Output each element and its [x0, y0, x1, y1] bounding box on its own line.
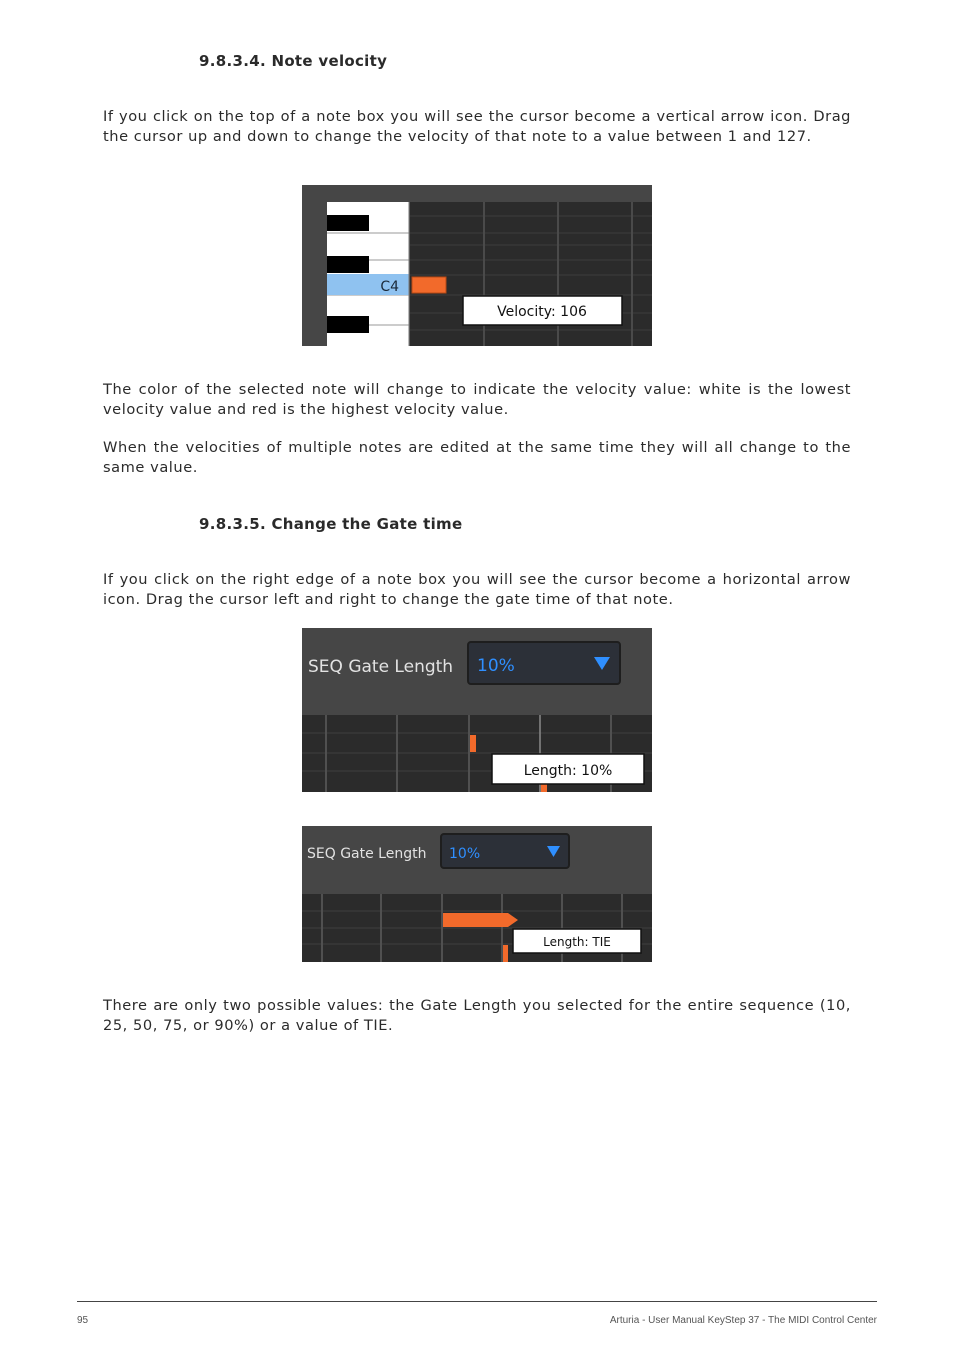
footer-title: Arturia - User Manual KeyStep 37 - The MIDI Control Center	[609, 1315, 877, 1326]
gate-length-dropdown-value: 10%	[449, 846, 481, 862]
page-number: 95	[77, 1315, 89, 1326]
gate-length-dropdown-value: 10%	[477, 656, 515, 676]
gate-length-label: SEQ Gate Length	[308, 657, 454, 677]
footer-divider	[77, 1301, 877, 1302]
velocity-tooltip: Velocity: 106	[497, 304, 587, 320]
gate-length-figure-2-svg	[302, 826, 652, 962]
paragraph-gate-values: There are only two possible values: the Gate Length you selected for the entire sequence (10, 25, 50, 75, or 90%) or a value of TIE.	[103, 997, 851, 1034]
note-box[interactable]	[412, 277, 446, 293]
paragraph-gate-intro: If you click on the right edge of a note box you will see the cursor become a horizontal arrow icon. Drag the cursor left and right to change the gate time of that note.	[103, 571, 851, 608]
note-box[interactable]	[503, 945, 508, 962]
note-box[interactable]	[470, 735, 476, 752]
length-tooltip: Length: TIE	[543, 935, 611, 949]
velocity-figure	[302, 185, 652, 346]
section-heading-note-velocity: 9.8.3.4. Note velocity	[199, 52, 388, 70]
paragraph-velocity-intro: If you click on the top of a note box you will see the cursor become a vertical arrow icon. Drag the cursor up and down to change the velocity of that note to a value between 1 and 127.	[103, 108, 851, 145]
gate-length-figure-2	[302, 826, 652, 962]
section-heading-gate-time: 9.8.3.5. Change the Gate time	[199, 515, 463, 533]
gate-length-label: SEQ Gate Length	[307, 846, 427, 862]
gate-length-figure-1	[302, 628, 652, 792]
paragraph-velocity-multiple: When the velocities of multiple notes are edited at the same time they will all change to the same value.	[103, 439, 851, 476]
key-label-c4: C4	[380, 279, 399, 295]
gate-length-figure-1-svg	[302, 628, 652, 792]
tied-note[interactable]	[443, 913, 518, 927]
velocity-figure-svg	[302, 185, 652, 346]
length-tooltip: Length: 10%	[523, 763, 613, 779]
paragraph-velocity-color: The color of the selected note will change to indicate the velocity value: white is the lowest velocity value and red is the highest velocity value.	[103, 381, 851, 418]
